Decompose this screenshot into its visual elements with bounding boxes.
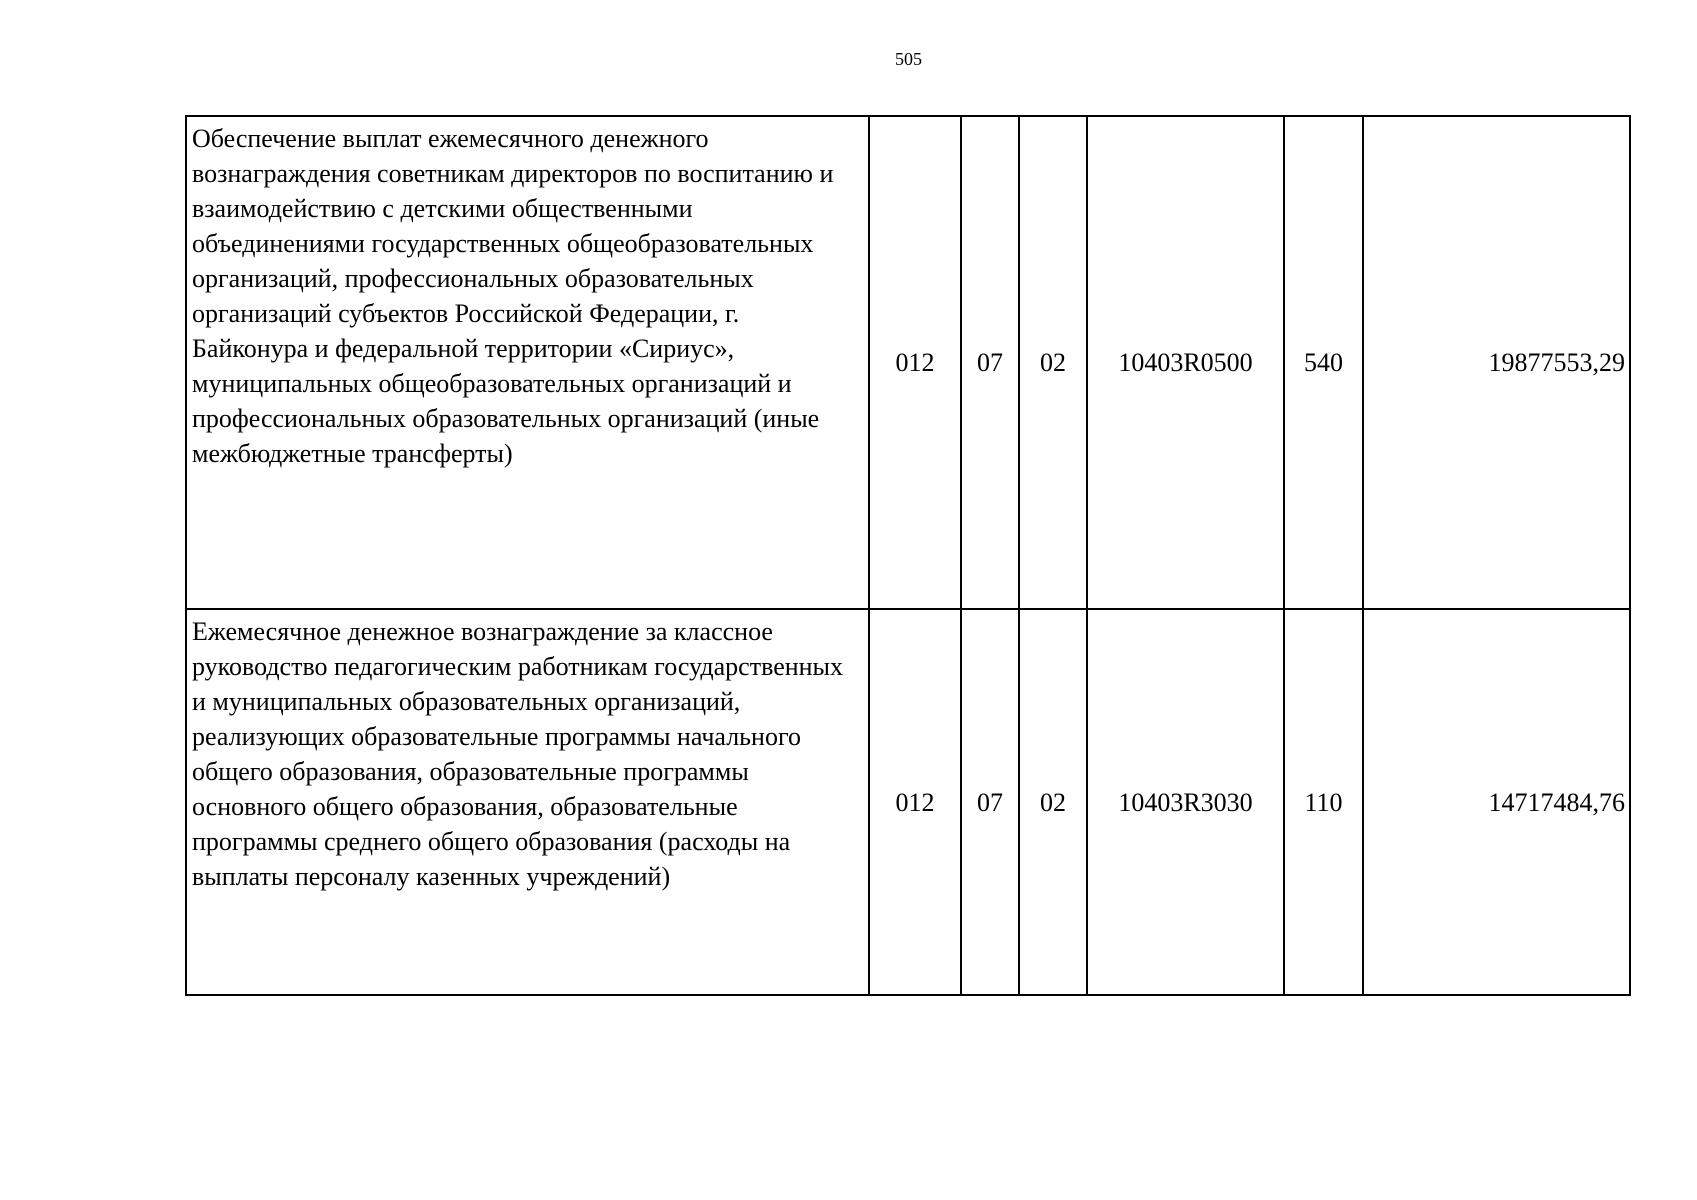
expense-type-code: 110 (1284, 609, 1363, 995)
budget-table (185, 115, 1631, 996)
table-row (186, 609, 1630, 995)
expense-type-code: 540 (1284, 116, 1363, 609)
section-code: 07 (961, 609, 1019, 995)
target-article-code: 10403R0500 (1087, 116, 1284, 609)
target-article-code: 10403R3030 (1087, 609, 1284, 995)
section-code: 07 (961, 116, 1019, 609)
subsection-code: 02 (1019, 609, 1087, 995)
expense-description: Обеспечение выплат ежемесячного денежного вознаграждения советникам директоров по воспитанию и взаимодействию с детскими общественными объединениями государственных общеобразовательных организаций, профессиональных образовательных организаций субъектов Российской Федерации, г. Байконура и федеральной территории «Сириус», муниципальных общеобразовательных организаций и профессиональных образовательных организаций (иные межбюджетные трансферты) (186, 116, 869, 609)
subsection-code: 02 (1019, 116, 1087, 609)
amount-value: 14717484,76 (1363, 609, 1630, 995)
expense-description: Ежемесячное денежное вознаграждение за классное руководство педагогическим работникам государственных и муниципальных образовательных организаций, реализующих образовательные программы начального общего образования, образовательные программы основного общего образования, образовательные программы среднего общего образования (расходы на выплаты персоналу казенных учреждений) (186, 609, 869, 995)
table-row (186, 116, 1630, 609)
ministry-code: 012 (869, 116, 961, 609)
page-number: 505 (895, 49, 922, 69)
amount-value: 19877553,29 (1363, 116, 1630, 609)
ministry-code: 012 (869, 609, 961, 995)
